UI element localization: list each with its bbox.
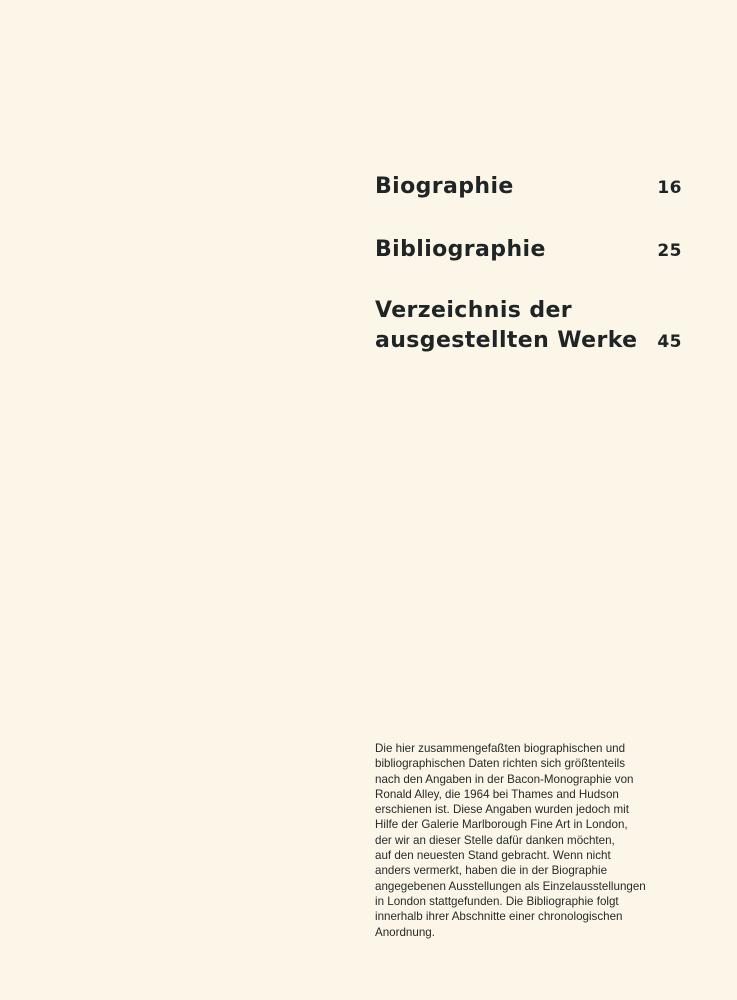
toc-entry-bibliographie[interactable] <box>375 235 690 265</box>
toc-entry-page-number: 16 <box>657 178 682 198</box>
toc-entry-title: Verzeichnis der ausgestellten Werke <box>375 298 638 353</box>
toc-entry-werkverzeichnis[interactable] <box>375 296 690 356</box>
toc-entry-page-number: 45 <box>657 332 682 352</box>
toc-entry-page-number: 25 <box>657 241 682 261</box>
toc-entry-biographie[interactable] <box>375 172 690 202</box>
toc-entry-title: Biographie <box>375 174 514 199</box>
editorial-note: Die hier zusammengefaßten biographischen und bibliographischen Daten richten sich größtenteils nach den Angaben in der Bacon-Monographie von Ronald Alley, die 1964 bei Thames and Hudson erschienen ist. Diese Angaben wurden jedoch mit Hilfe der Galerie Marlborough Fine Art in London, der wir an dieser Stelle dafür danken möchten, auf den neuesten Stand gebracht. Wenn nicht anders vermerkt, haben die in der Biographie angegebenen Ausstellungen als Einzelausstellungen in London stattgefunden. Die Bibliographie folgt innerhalb ihrer Abschnitte einer chronologischen Anordnung. <box>375 742 646 939</box>
toc-entry-title: Bibliographie <box>375 237 546 262</box>
